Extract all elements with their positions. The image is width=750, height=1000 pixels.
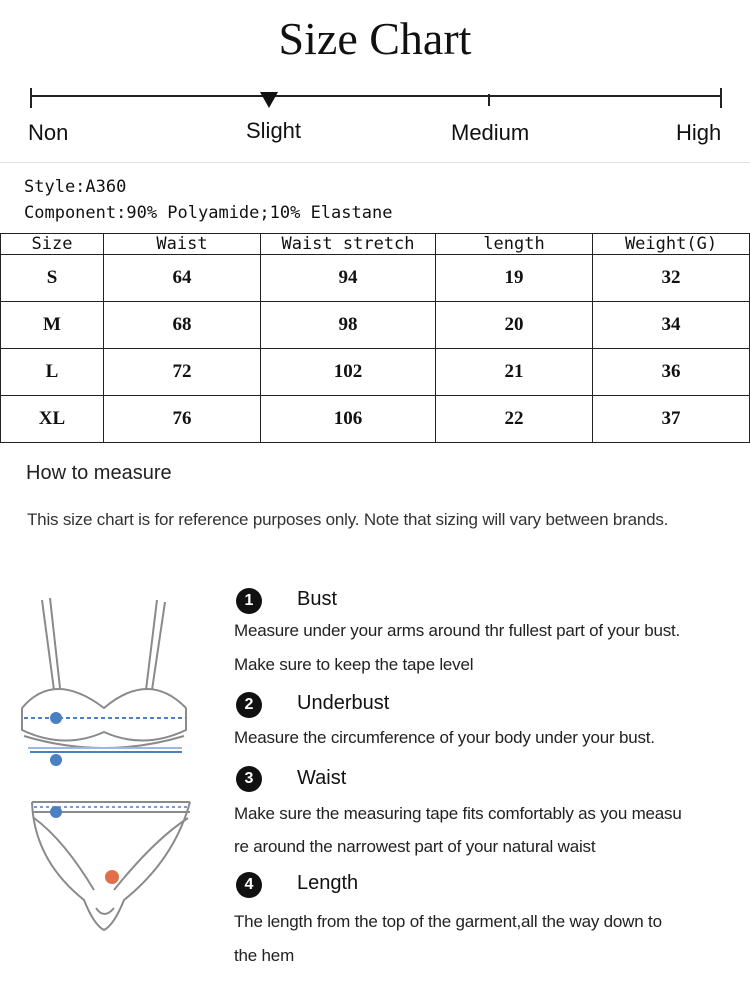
underbust-marker bbox=[50, 754, 62, 766]
cell-length: 22 bbox=[436, 396, 593, 443]
cell-size: L bbox=[1, 349, 104, 396]
step-underbust-desc-1: Measure the circumference of your body under your bust. bbox=[234, 728, 655, 747]
cell-waist: 76 bbox=[104, 396, 261, 443]
scale-tick-end bbox=[720, 88, 722, 108]
step-underbust-title: Underbust bbox=[297, 692, 390, 714]
table-row bbox=[1, 255, 750, 302]
cell-size: M bbox=[1, 302, 104, 349]
scale-tick-start bbox=[30, 88, 32, 108]
cell-waist-stretch: 106 bbox=[261, 396, 436, 443]
step-3-badge: 3 bbox=[236, 766, 262, 792]
cell-length: 21 bbox=[436, 349, 593, 396]
cell-waist-stretch: 98 bbox=[261, 302, 436, 349]
bust-marker bbox=[50, 712, 62, 724]
step-length-desc-2: the hem bbox=[234, 946, 295, 965]
cell-waist-stretch: 102 bbox=[261, 349, 436, 396]
cell-waist: 68 bbox=[104, 302, 261, 349]
step-waist-desc-1: Make sure the measuring tape fits comfortably as you measu bbox=[234, 804, 682, 823]
cell-size: S bbox=[1, 255, 104, 302]
step-bust-title: Bust bbox=[297, 588, 338, 610]
component-info: Component:90% Polyamide;10% Elastane bbox=[24, 203, 393, 223]
divider bbox=[0, 162, 750, 163]
header-waist-stretch: Waist stretch bbox=[261, 234, 436, 255]
cell-weight: 34 bbox=[593, 302, 750, 349]
table-row bbox=[1, 349, 750, 396]
style-code: Style:A360 bbox=[24, 177, 127, 197]
table-header-row bbox=[1, 234, 750, 255]
step-bust-desc-2: Make sure to keep the tape level bbox=[234, 655, 474, 674]
scale-label-non: Non bbox=[28, 120, 69, 145]
step-bust-desc-1: Measure under your arms around thr fullest part of your bust. bbox=[234, 621, 681, 640]
table-row bbox=[1, 396, 750, 443]
scale-label-slight: Slight bbox=[246, 118, 302, 143]
reference-note: This size chart is for reference purposes only. Note that sizing will vary between brands. bbox=[27, 510, 669, 529]
cell-length: 20 bbox=[436, 302, 593, 349]
how-to-measure-title: How to measure bbox=[26, 462, 172, 484]
length-marker bbox=[105, 870, 119, 884]
step-waist-desc-2: re around the narrowest part of your natural waist bbox=[234, 837, 596, 856]
selected-stretch-marker bbox=[260, 92, 278, 108]
cell-size: XL bbox=[1, 396, 104, 443]
bra-and-brief-illustration bbox=[14, 590, 194, 950]
scale-label-medium: Medium bbox=[451, 120, 530, 145]
cell-weight: 37 bbox=[593, 396, 750, 443]
step-length-title: Length bbox=[297, 872, 359, 894]
header-length: length bbox=[436, 234, 593, 255]
cell-waist-stretch: 94 bbox=[261, 255, 436, 302]
step-length-desc-1: The length from the top of the garment,all the way down to bbox=[234, 912, 662, 931]
page-title: Size Chart bbox=[278, 13, 472, 64]
scale-label-high: High bbox=[676, 120, 722, 145]
header-waist: Waist bbox=[104, 234, 261, 255]
header-size: Size bbox=[1, 234, 104, 255]
step-waist-title: Waist bbox=[297, 767, 347, 789]
step-1-badge: 1 bbox=[236, 588, 262, 614]
cell-weight: 32 bbox=[593, 255, 750, 302]
scale-line bbox=[30, 95, 722, 97]
table-row bbox=[1, 302, 750, 349]
cell-length: 19 bbox=[436, 255, 593, 302]
size-table bbox=[0, 233, 750, 443]
header-weight: Weight(G) bbox=[593, 234, 750, 255]
cell-weight: 36 bbox=[593, 349, 750, 396]
cell-waist: 64 bbox=[104, 255, 261, 302]
waist-marker bbox=[50, 806, 62, 818]
step-2-badge: 2 bbox=[236, 692, 262, 718]
cell-waist: 72 bbox=[104, 349, 261, 396]
scale-tick-medium bbox=[488, 94, 490, 106]
step-4-badge: 4 bbox=[236, 872, 262, 898]
